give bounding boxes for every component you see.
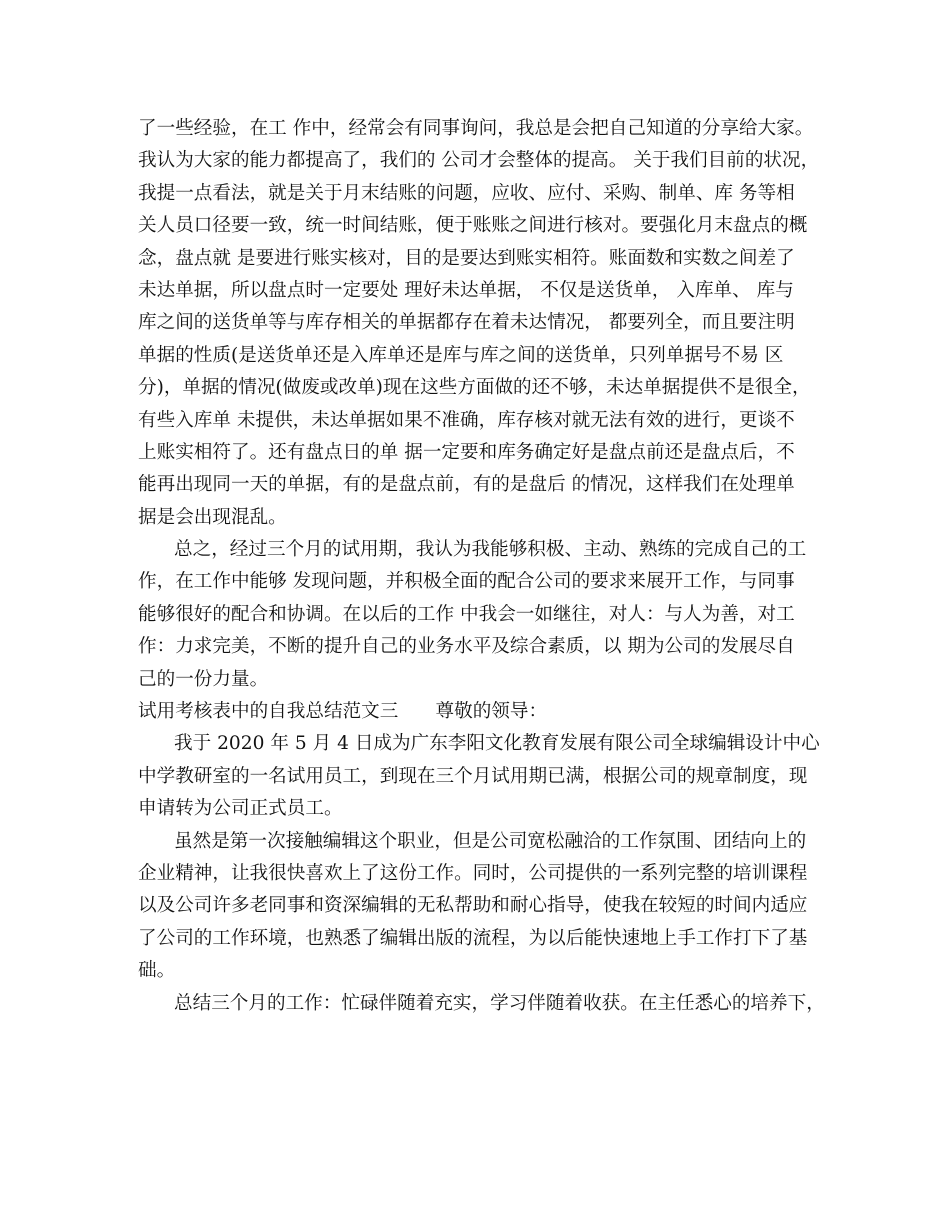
- text-line: 能再出现同一天的单据，有的是盘点前，有的是盘后 的情况，这样我们在处理单: [138, 474, 795, 496]
- text-line: 了一些经验，在工 作中，经常会有同事询问，我总是会把自己知道的分享给大家。: [138, 118, 814, 139]
- text-line: 分)，单据的情况(做废或改单)现在这些方面做的还不够，未达单据提供不是很全，: [138, 377, 811, 399]
- text-line: 企业精神，让我很快喜欢上了这份工作。同时，公司提供的一系列完整的培训课程: [138, 862, 808, 884]
- section-heading-line: 试用考核表中的自我总结范文三 尊敬的领导：: [138, 701, 548, 723]
- text-line: 能够很好的配合和协调。在以后的工作 中我会一如继往，对人：与人为善，对工: [138, 603, 795, 625]
- text-line: 据是会出现混乱。: [138, 506, 287, 528]
- text-line: 中学教研室的一名试用员工，到现在三个月试用期已满，根据公司的规章制度，现: [138, 765, 808, 787]
- text-line: 申请转为公司正式员工。: [138, 798, 343, 820]
- paragraph-start-line: 总结三个月的工作：忙碌伴随着充实，学习伴随着收获。在主任悉心的培养下，: [174, 992, 825, 1014]
- text-line: 以及公司许多老同事和资深编辑的无私帮助和耐心指导，使我在较短的时间内适应: [138, 895, 808, 917]
- text-line: 关人员口径要一致，统一时间结账，便于账账之间进行核对。要强化月末盘点的概: [138, 215, 808, 237]
- text-line: 作：力求完美，不断的提升自己的业务水平及综合素质，以 期为公司的发展尽自: [138, 636, 795, 658]
- paragraph-start-line: 总之，经过三个月的试用期，我认为我能够积极、主动、熟练的完成自己的工: [174, 539, 807, 561]
- text-line: 了公司的工作环境，也熟悉了编辑出版的流程，为以后能快速地上手工作打下了基: [138, 927, 808, 949]
- text-line: 念，盘点就 是要进行账实核对，目的是要达到账实相符。账面数和实数之间差了: [138, 247, 795, 269]
- document-body: [138, 113, 828, 1020]
- text-line: 未达单据，所以盘点时一定要处 理好未达单据， 不仅是送货单， 入库单、 库与: [138, 279, 794, 301]
- text-line: 上账实相符了。还有盘点日的单 据一定要和库务确定好是盘点前还是盘点后，不: [138, 441, 795, 463]
- text-line: 己的一份力量。: [138, 668, 269, 690]
- text-line: 有些入库单 未提供，未达单据如果不准确，库存核对就无法有效的进行，更谈不: [138, 409, 795, 431]
- text-line: 单据的性质(是送货单还是入库单还是库与库之间的送货单，只列单据号不易 区: [138, 344, 784, 366]
- text-line: 础。: [138, 960, 176, 982]
- paragraph-start-line: 虽然是第一次接触编辑这个职业，但是公司宽松融洽的工作氛围、团结向上的: [174, 830, 807, 852]
- text-line: 作，在工作中能够 发现问题，并积极全面的配合公司的要求来展开工作，与同事: [138, 571, 795, 593]
- paragraph-start-line: 我于 2020 年 5 月 4 日成为广东李阳文化教育发展有限公司全球编辑设计中心: [174, 733, 820, 755]
- text-line: 库之间的送货单等与库存相关的单据都存在着未达情况， 都要列全，而且要注明: [138, 312, 795, 334]
- text-line: 我提一点看法，就是关于月末结账的问题，应收、应付、采购、制单、库 务等相: [138, 182, 795, 204]
- text-line: 我认为大家的能力都提高了，我们的 公司才会整体的提高。 关于我们目前的状况，: [138, 150, 820, 172]
